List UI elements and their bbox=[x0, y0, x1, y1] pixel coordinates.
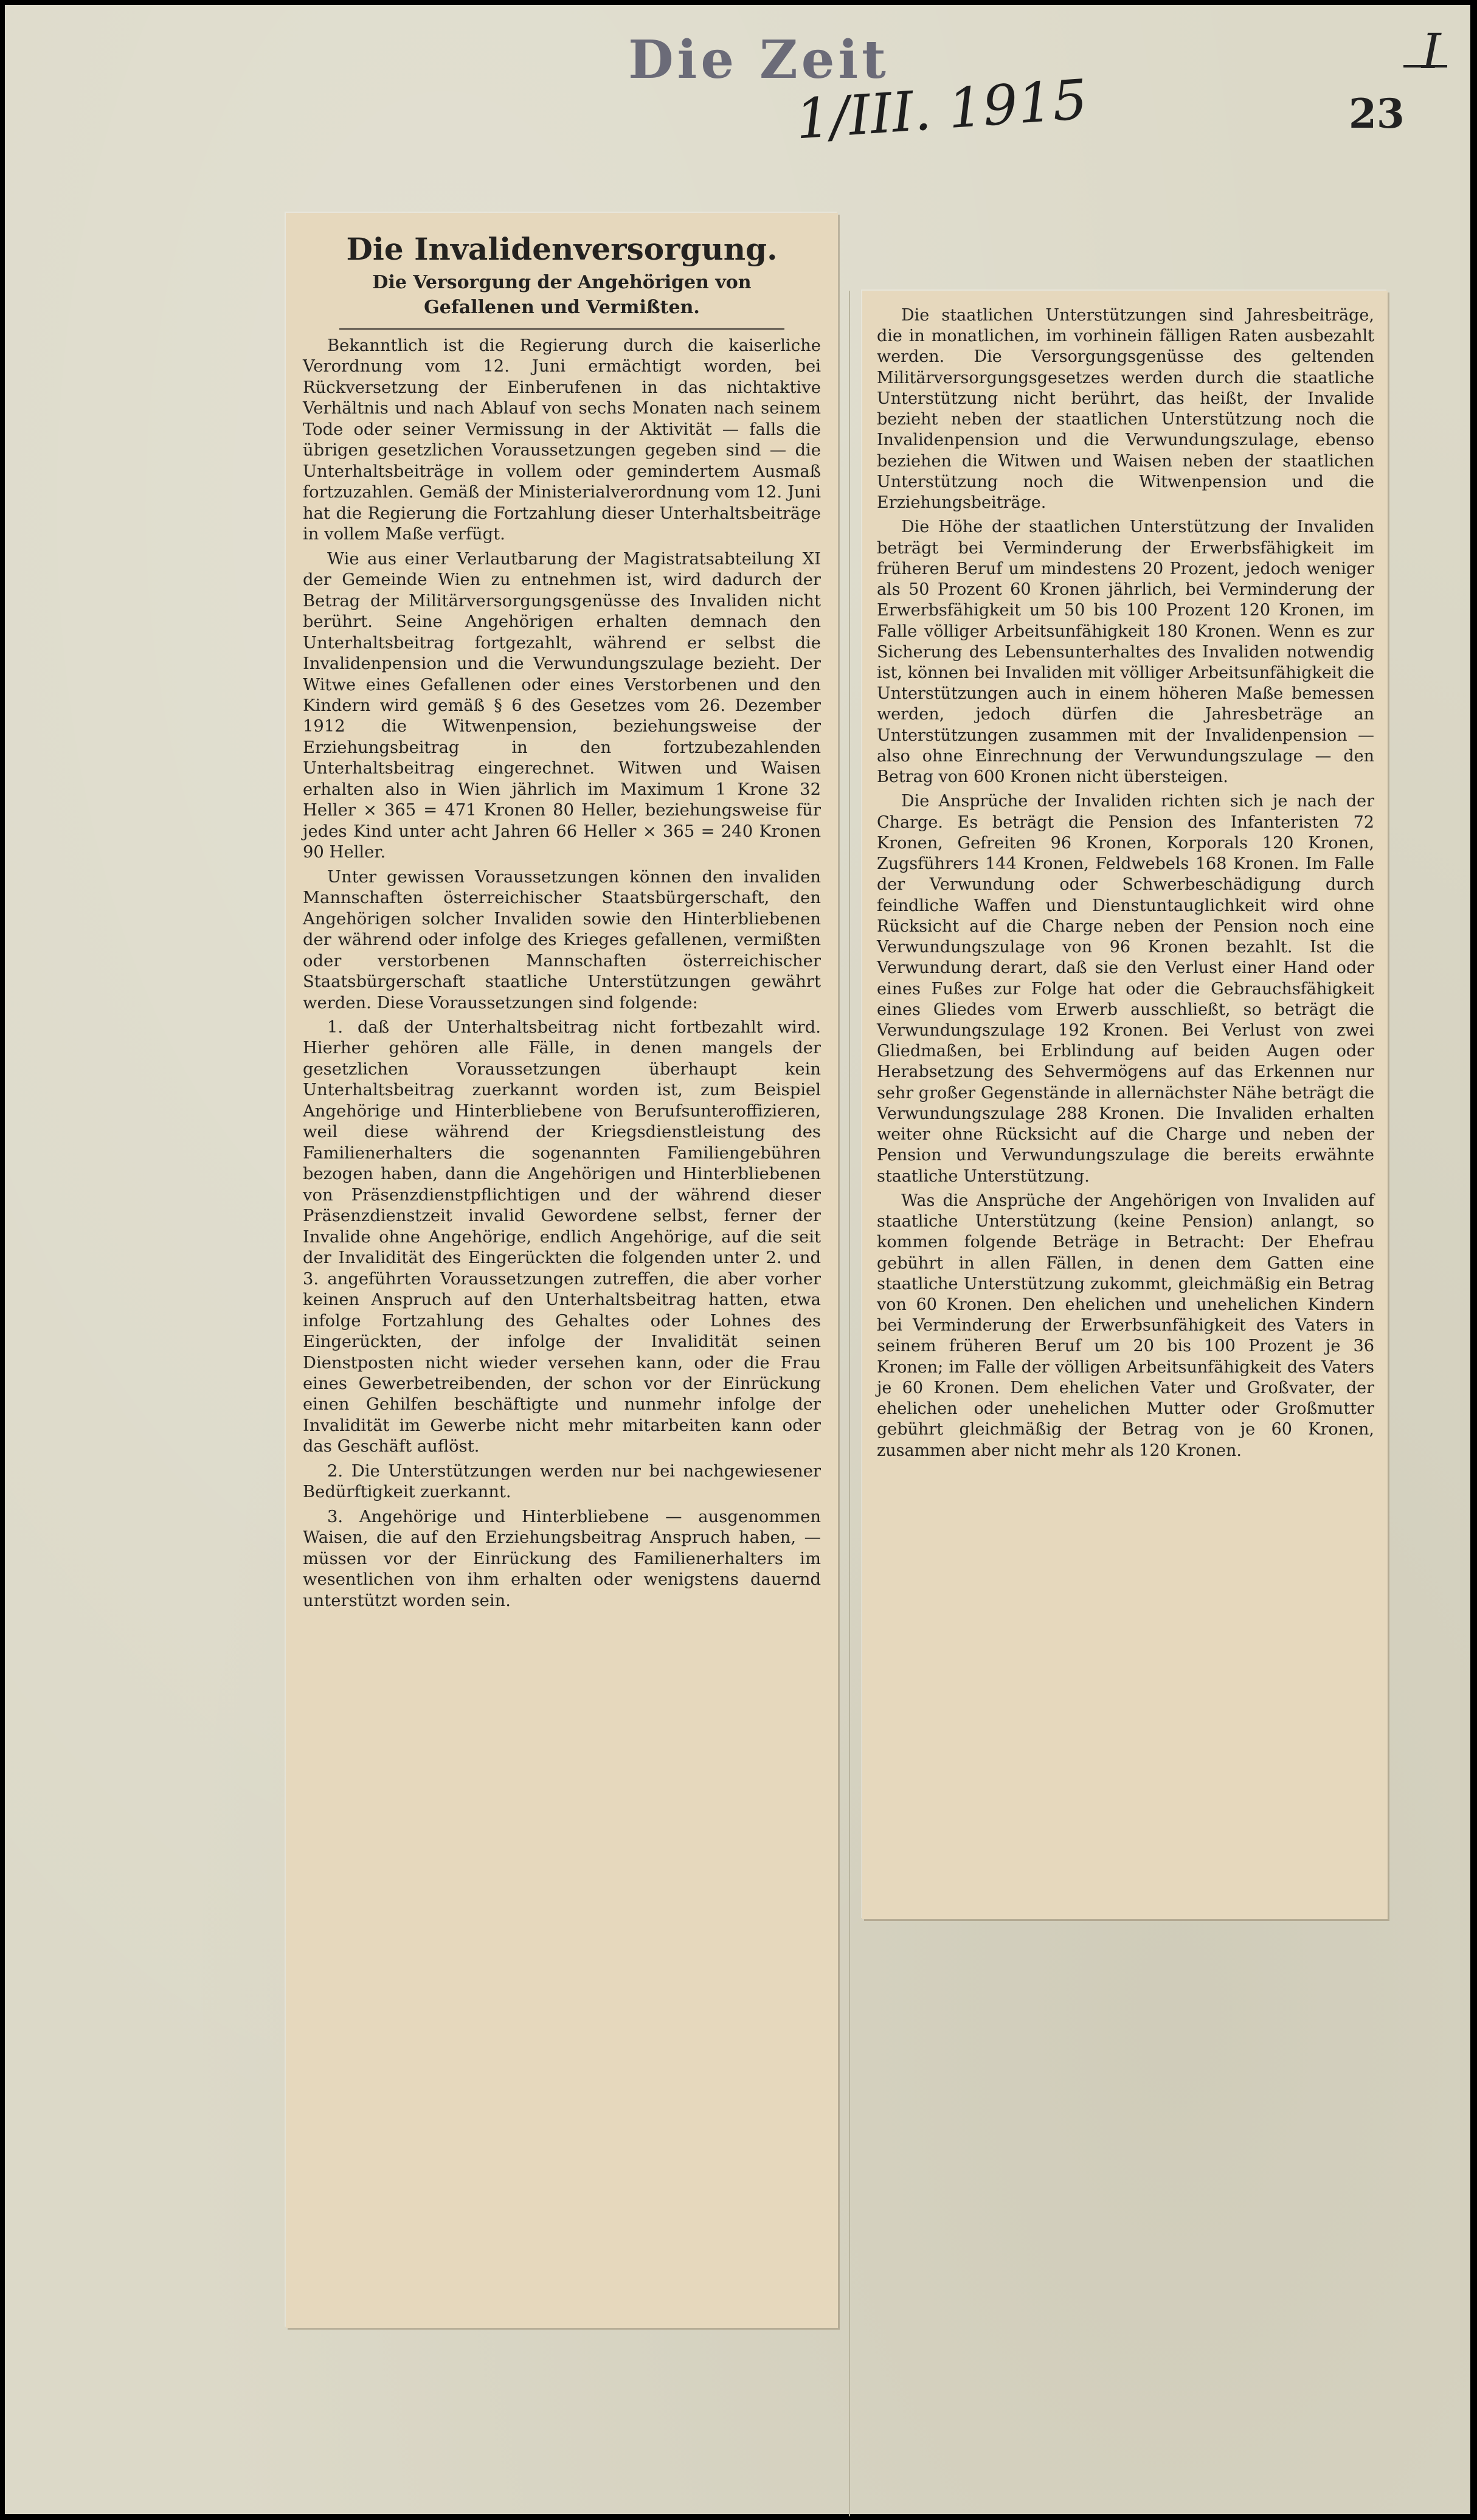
paragraph: 2. Die Unterstützungen werden nur bei nachgewiesener Bedürftigkeit zuerkannt. bbox=[303, 1461, 821, 1502]
paragraph: Die staatlichen Unterstützungen sind Jahresbeiträge, die in monatlichen, im vorhinein fälligen Raten ausbezahlt werden. Die Versorgungsgenüsse des geltenden Militärversorgungsgesetzes werden durch die staatliche Unterstützung nicht berührt, das heißt, der Invalide bezieht neben der staatlichen Unterstützung noch die Invalidenpension und die Verwundungszulage, ebenso beziehen die Witwen und Waisen neben der staatlichen Unterstützung noch die Witwenpension und die Erziehungsbeiträge. bbox=[877, 306, 1374, 513]
title-rule bbox=[339, 328, 784, 330]
paragraph: Die Höhe der staatlichen Unterstützung der Invaliden beträgt bei Verminderung der Erwerbsfähigkeit im früheren Beruf um mindestens 20 Prozent, jedoch weniger als 50 Prozent 60 Kronen jährlich, bei Verminderung der Erwerbsfähigkeit um 50 bis 100 Prozent 120 Kronen, im Falle völliger Arbeitsunfähigkeit 180 Kronen. Wenn es zur Sicherung des Lebensunterhaltes des Invaliden notwendig ist, können bei Invaliden mit völliger Arbeitsunfähigkeit die Unterstützungen auch in einem höheren Maße bemessen werden, jedoch dürfen die Jahresbeträge an Unterstützungen zusammen mit der Invalidenpension — also ohne Einrechnung der Verwundungszulage — den Betrag von 600 Kronen nicht übersteigen. bbox=[877, 518, 1374, 787]
paragraph: 3. Angehörige und Hinterbliebene — ausgenommen Waisen, die auf den Erziehungsbeitrag Anspruch haben, — müssen vor der Einrückung des Familienerhalters im wesentlichen von ihm erhalten oder wenigstens dauernd unterstützt worden sein. bbox=[303, 1507, 821, 1610]
handwritten-date: 1/III. 1915 bbox=[793, 68, 1090, 152]
page-number: 23 bbox=[1349, 90, 1405, 137]
newspaper-name: Die Zeit bbox=[628, 29, 890, 91]
article-title: Die Invalidenversorgung. bbox=[346, 231, 778, 267]
archive-sheet bbox=[5, 5, 1470, 2514]
paragraph: Unter gewissen Voraussetzungen können den invaliden Mannschaften österreichischer Staatsbürgerschaft, den Angehörigen solcher Invaliden sowie den Hinterbliebenen der während oder infolge des Krieges gefallenen, vermißten oder verstorbenen Mannschaften österreichischer Staatsbürgerschaft staatliche Unterstützungen gewährt werden. Diese Voraussetzungen sind folgende: bbox=[303, 867, 821, 1012]
archive-mark: I bbox=[1422, 23, 1441, 80]
paragraph: Was die Ansprüche der Angehörigen von Invaliden auf staatliche Unterstützung (keine Pension) anlangt, so kommen folgende Beträge in Betracht: Der Ehefrau gebührt in allen Fällen, in denen dem Gatten eine staatliche Unterstützung zukommt, gleichmäßig ein Betrag von 60 Kronen. Den ehelichen und unehelichen Kindern bei Verminderung der Erwerbsunfähigkeit des Vaters in seinem früheren Beruf um 20 bis 100 Prozent je 36 Kronen; im Falle der völligen Arbeitsunfähigkeit des Vaters je 60 Kronen. Dem ehelichen Vater und Großvater, der ehelichen oder unehelichen Mutter oder Großmutter gebührt gleichmäßig der Betrag von je 60 Kronen, zusammen aber nicht mehr als 120 Kronen. bbox=[877, 1191, 1374, 1460]
clipping-left-column bbox=[286, 213, 838, 2328]
margin-line bbox=[849, 291, 850, 2516]
article-subtitle: Die Versorgung der Angehörigen von Gefallenen und Vermißten. bbox=[372, 272, 752, 318]
clipping-right-column bbox=[862, 291, 1388, 1919]
paragraph: Bekanntlich ist die Regierung durch die kaiserliche Verordnung vom 12. Juni ermächtigt worden, bei Rückversetzung der Einberufenen in das nichtaktive Verhältnis und nach Ablauf von sechs Monaten nach seinem Tode oder seiner Vermissung in der Aktivität — falls die übrigen gesetzlichen Voraussetzungen gegeben sind — die Unterhaltsbeiträge in vollem oder gemindertem Ausmaß fortzuzahlen. Gemäß der Ministerialverordnung vom 12. Juni hat die Regierung die Fortzahlung dieser Unterhaltsbeiträge in vollem Maße verfügt. bbox=[303, 336, 821, 544]
paragraph: Die Ansprüche der Invaliden richten sich je nach der Charge. Es beträgt die Pension des Infanteristen 72 Kronen, Gefreiten 96 Kronen, Korporals 120 Kronen, Zugsführers 144 Kronen, Feldwebels 168 Kronen. Im Falle der Verwundung oder Schwerbeschädigung durch feindliche Waffen und Dienstuntauglichkeit wird ohne Rücksicht auf die Charge neben der Pension noch eine Verwundungszulage von 96 Kronen bezahlt. Ist die Verwundung derart, daß sie den Verlust einer Hand oder eines Fußes zur Folge hat oder die Gebrauchsfähigkeit eines Gliedes vom Erwerb ausschließt, so beträgt die Verwundungszulage 192 Kronen. Bei Verlust von zwei Gliedmaßen, bei Erblindung auf beiden Augen oder Herabsetzung des Sehvermögens auf das Erkennen nur sehr großer Gegenstände in allernächster Nähe beträgt die Verwundungszulage 288 Kronen. Die Invaliden erhalten weiter ohne Rücksicht auf die Charge und neben der Pension und Verwundungszulage die bereits erwähnte staatliche Unterstützung. bbox=[877, 792, 1374, 1186]
paragraph: Wie aus einer Verlautbarung der Magistratsabteilung XI der Gemeinde Wien zu entnehmen ist, wird dadurch der Betrag der Militärversorgungsgenüsse des Invaliden nicht berührt. Seine Angehörigen erhalten demnach den Unterhaltsbeitrag fortgezahlt, während er selbst die Invalidenpension und die Verwundungszulage bezieht. Der Witwe eines Gefallenen oder eines Verstorbenen und den Kindern wird gemäß § 6 des Gesetzes vom 26. Dezember 1912 die Witwenpension, beziehungsweise der Erziehungsbeitrag in den fortzubezahlenden Unterhaltsbeitrag eingerechnet. Witwen und Waisen erhalten also in Wien jährlich im Maximum 1 Krone 32 Heller × 365 = 471 Kronen 80 Heller, beziehungsweise für jedes Kind unter acht Jahren 66 Heller × 365 = 240 Kronen 90 Heller. bbox=[303, 549, 821, 862]
paragraph: 1. daß der Unterhaltsbeitrag nicht fortbezahlt wird. Hierher gehören alle Fälle, in denen mangels der gesetzlichen Voraussetzungen überhaupt kein Unterhaltsbeitrag zuerkannt worden ist, zum Beispiel Angehörige und Hinterbliebene von Berufsunteroffizieren, weil diese während der Kriegsdienstleistung des Familienerhalters die sogenannten Familiengebühren bezogen haben, dann die Angehörigen und Hinterbliebenen von Präsenzdienstpflichtigen und der während dieser Präsenzdienstzeit invalid Gewordene selbst, ferner der Invalide ohne Angehörige, endlich Angehörige, auf die seit der Invalidität des Eingerückten die folgenden unter 2. und 3. angeführten Voraussetzungen zutreffen, die aber vorher keinen Anspruch auf den Unterhaltsbeitrag hatten, etwa infolge Fortzahlung des Gehaltes oder Lohnes des Eingerückten, der infolge der Invalidität seinen Dienstposten nicht wieder versehen kann, oder die Frau eines Gewerbetreibenden, der schon vor der Einrückung einen Gehilfen beschäftigte und nunmehr infolge der Invalidität im Gewerbe nicht mehr mitarbeiten kann oder das Geschäft auflöst. bbox=[303, 1018, 821, 1456]
